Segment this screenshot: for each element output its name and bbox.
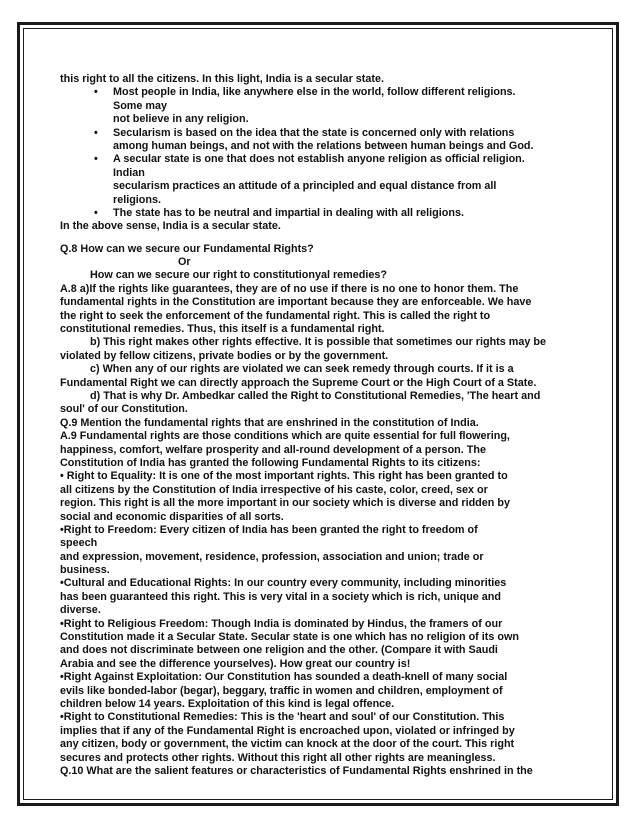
right-item: •Right Against Exploitation: Our Constitution has sounded a death-knell of many social (60, 671, 508, 684)
answer-line: A.9 Fundamental rights are those conditions which are quite essential for full flowering, (60, 430, 510, 443)
right-item-continuation: secures and protects other rights. Without this right all other rights are meaningless. (60, 751, 496, 764)
answer-line: happiness, comfort, welfare prosperity and all-round development of a person. The (60, 443, 486, 456)
right-item-continuation: all citizens by the Constitution of India irrespective of his caste, color, creed, sex or (60, 483, 488, 496)
list-item-continuation: Some may (113, 99, 168, 112)
answer-point: c) When any of our rights are violated we can seek remedy through courts. If it is a (90, 363, 514, 376)
answer-line: fundamental rights in the Constitution are important because they are enforceable. We have (60, 296, 532, 309)
right-item-continuation: and expression, movement, residence, profession, association and union; trade or (60, 550, 484, 563)
right-item-continuation: implies that if any of the Fundamental Right is encroached upon, violated or infringed by (60, 724, 515, 737)
question-heading: Q.10 What are the salient features or characteristics of Fundamental Rights enshrined in the (60, 764, 533, 777)
bullet-icon: • (94, 206, 98, 219)
list-item-continuation: Indian (113, 166, 145, 179)
question-heading: Q.9 Mention the fundamental rights that are enshrined in the constitution of India. (60, 416, 479, 429)
answer-line: A.8 a)If the rights like guarantees, they are of no use if there is no one to honor them. The (60, 282, 519, 295)
right-item-continuation: diverse. (60, 604, 101, 617)
right-item-continuation: social and economic disparities of all sorts. (60, 510, 284, 523)
right-item-continuation: children below 14 years. Exploitation of this kind is legal offence. (60, 697, 395, 710)
list-item-continuation: religions. (113, 193, 161, 206)
question-heading: Q.8 How can we secure our Fundamental Rights? (60, 242, 314, 255)
list-item: • Most people in India, like anywhere else in the world, follow different religions. (94, 86, 516, 99)
list-item: • A secular state is one that does not establish anyone religion as official religion. (94, 153, 525, 166)
right-item-continuation: business. (60, 564, 110, 577)
bullet-icon: • (94, 153, 98, 166)
right-item: •Right to Freedom: Every citizen of India has been granted the right to freedom of (60, 523, 478, 536)
document-page (60, 73, 580, 778)
list-item: • The state has to be neutral and impartial in dealing with all religions. (94, 206, 464, 219)
bullet-list (60, 86, 580, 220)
right-item-continuation: any citizen, body or government, the victim can knock at the door of the court. This right (60, 738, 515, 751)
right-item-continuation: has been guaranteed this right. This is very vital in a society which is rich, unique and (60, 590, 501, 603)
answer-line: the right to seek the enforcement of the fundamental right. This is called the right to (60, 309, 491, 322)
list-item-continuation: among human beings, and not with the relations between human beings and God. (113, 139, 534, 152)
answer-line: Constitution of India has granted the following Fundamental Rights to its citizens: (60, 456, 481, 469)
bullet-icon: • (94, 126, 98, 139)
answer-line: violated by fellow citizens, private bodies or by the government. (60, 349, 389, 362)
right-item: •Cultural and Educational Rights: In our country every community, including minorities (60, 577, 507, 590)
conclusion-line: In the above sense, India is a secular state. (60, 220, 281, 233)
answer-line: soul' of our Constitution. (60, 403, 188, 416)
rights-list (60, 470, 580, 765)
answer-point: d) That is why Dr. Ambedkar called the Right to Constitutional Remedies, 'The heart and (90, 389, 541, 402)
intro-line: this right to all the citizens. In this light, India is a secular state. (60, 73, 384, 85)
list-item-continuation: not believe in any religion. (113, 113, 249, 126)
right-item-continuation: region. This right is all the more important in our society which is diverse and ridden by (60, 497, 510, 510)
right-item-continuation: evils like bonded-labor (begar), beggary, traffic in women and children, employment of (60, 684, 503, 697)
answer-line: Fundamental Right we can directly approach the Supreme Court or the High Court of a State. (60, 376, 537, 389)
answer-line: constitutional remedies. Thus, this itself is a fundamental right. (60, 323, 385, 336)
right-item-continuation: and does not discriminate between one religion and the other. (Compare it with Saudi (60, 644, 498, 657)
right-item: •Right to Constitutional Remedies: This is the 'heart and soul' of our Constitution. This (60, 711, 505, 724)
alt-question: How can we secure our right to constitutionyal remedies? (90, 269, 387, 282)
right-item-continuation: Arabia and see the difference yourselves). How great our country is! (60, 657, 411, 670)
right-item-continuation: speech (60, 537, 98, 550)
right-item-continuation: Constitution made it a Secular State. Secular state is one which has no religion of its own (60, 631, 519, 644)
list-item: • Secularism is based on the idea that the state is concerned only with relations (94, 126, 515, 139)
right-item: • Right to Equality: It is one of the most important rights. This right has been granted to (60, 470, 508, 483)
right-item: •Right to Religious Freedom: Though India is dominated by Hindus, the framers of our (60, 617, 503, 630)
or-separator: Or (178, 256, 191, 269)
answer-point: b) This right makes other rights effective. It is possible that sometimes our rights may be (90, 336, 546, 349)
list-item-continuation: secularism practices an attitude of a principled and equal distance from all (113, 180, 497, 193)
bullet-icon: • (94, 86, 98, 99)
